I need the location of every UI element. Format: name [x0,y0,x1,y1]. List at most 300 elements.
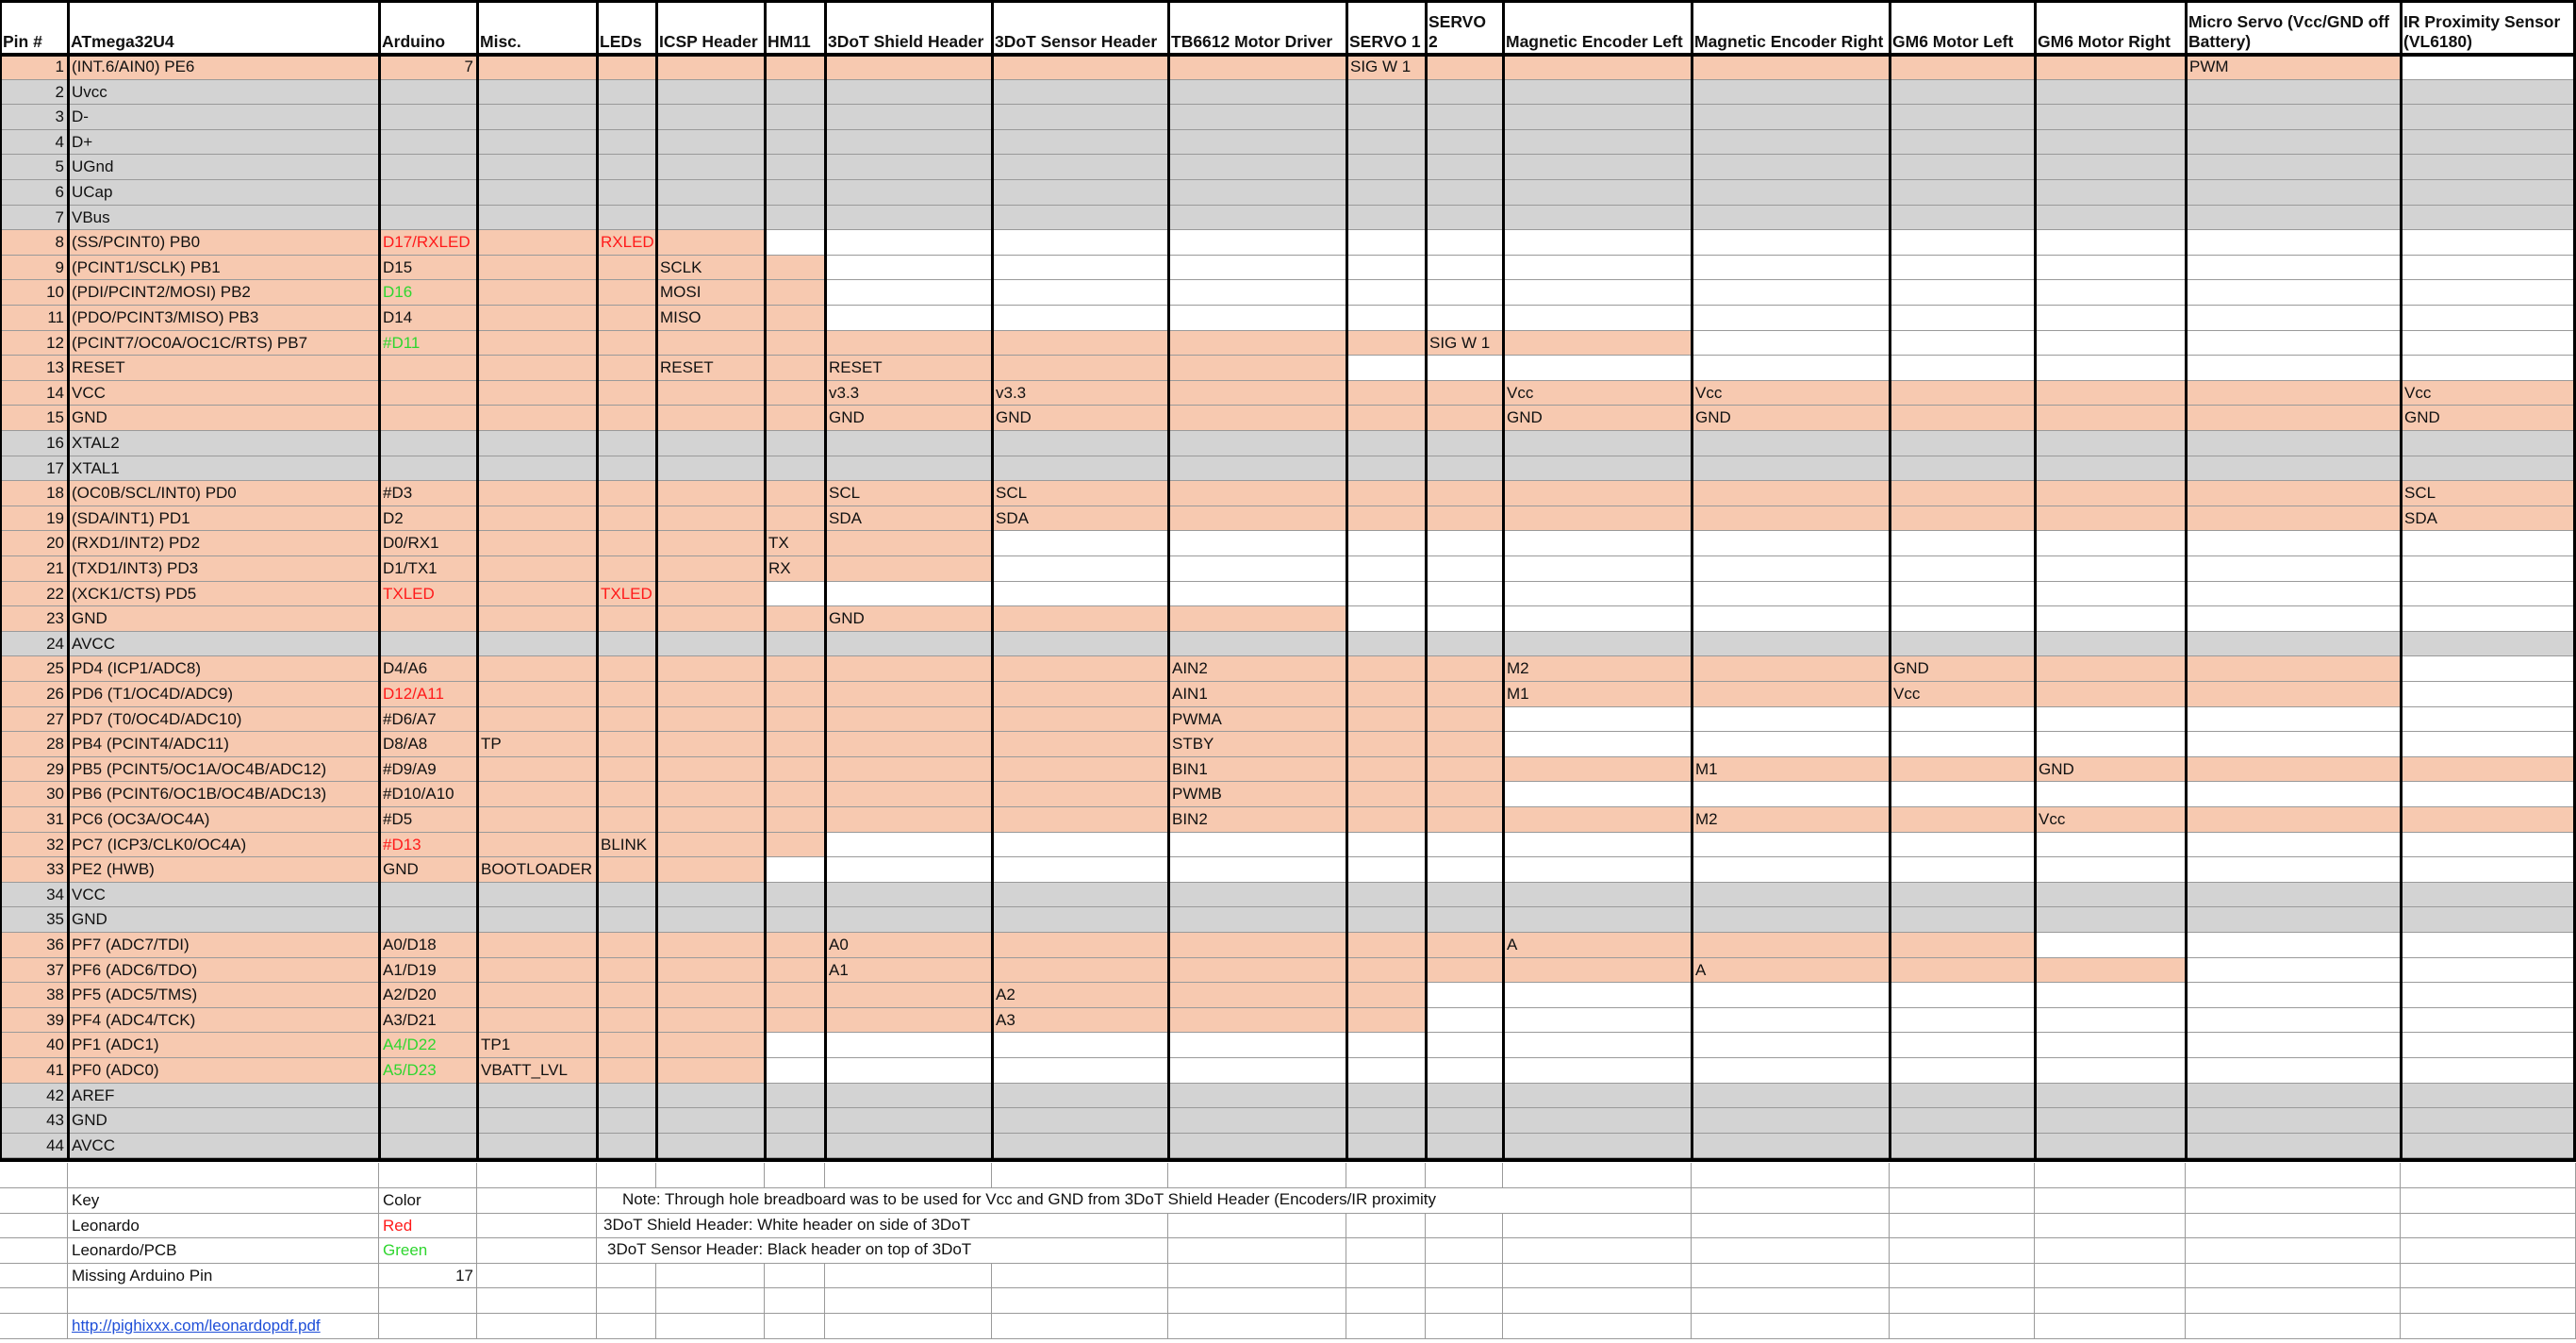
table-cell[interactable] [2186,155,2401,180]
table-cell[interactable]: D8/A8 [379,732,477,757]
pin-number-cell[interactable]: 31 [0,807,68,833]
table-cell[interactable] [1426,80,1503,106]
table-cell[interactable]: D2 [379,506,477,532]
table-cell[interactable] [825,582,992,607]
table-cell[interactable] [1890,707,2035,733]
table-cell[interactable] [1346,155,1426,180]
table-cell[interactable] [2035,306,2186,331]
table-cell[interactable] [1426,907,1503,933]
table-cell[interactable] [1503,732,1692,757]
table-cell[interactable] [597,757,656,783]
table-cell[interactable]: #D10/A10 [379,782,477,807]
table-cell[interactable] [1503,230,1692,256]
table-cell[interactable] [1503,506,1692,532]
table-cell[interactable] [2186,456,2401,482]
table-cell[interactable] [656,155,765,180]
table-cell[interactable] [597,1008,656,1034]
footer-cell[interactable] [1503,1314,1692,1339]
table-cell[interactable] [1168,356,1346,381]
table-cell[interactable] [656,331,765,356]
table-cell[interactable] [656,933,765,958]
table-cell[interactable] [2186,883,2401,908]
table-cell[interactable] [1426,782,1503,807]
table-cell[interactable] [992,531,1168,556]
table-cell[interactable]: BIN1 [1168,757,1346,783]
legend-cell[interactable]: Leonardo/PCB [68,1238,379,1264]
table-cell[interactable] [2186,481,2401,506]
footer-cell[interactable] [992,1288,1168,1314]
table-cell[interactable] [1346,80,1426,106]
table-cell[interactable] [2186,807,2401,833]
footer-cell[interactable] [68,1163,379,1188]
table-cell[interactable] [1426,732,1503,757]
table-cell[interactable] [1890,807,2035,833]
table-cell[interactable] [1168,406,1346,431]
table-cell[interactable] [1346,907,1426,933]
footer-cell[interactable] [1426,1214,1503,1239]
table-cell[interactable] [597,481,656,506]
table-cell[interactable] [656,1033,765,1058]
table-cell[interactable]: GND [1692,406,1890,431]
table-cell[interactable]: D12/A11 [379,682,477,707]
table-cell[interactable] [825,707,992,733]
table-cell[interactable] [656,907,765,933]
table-cell[interactable] [656,782,765,807]
table-cell[interactable] [477,456,597,482]
table-cell[interactable] [2186,907,2401,933]
table-cell[interactable] [597,556,656,582]
table-cell[interactable] [2035,682,2186,707]
table-cell[interactable] [1426,983,1503,1008]
footer-cell[interactable] [1503,1288,1692,1314]
footer-cell[interactable] [2401,1188,2576,1214]
table-cell[interactable] [2401,983,2576,1008]
footer-cell[interactable] [477,1214,597,1239]
table-cell[interactable]: PWMB [1168,782,1346,807]
table-cell[interactable] [825,55,992,80]
table-cell[interactable] [1168,80,1346,106]
table-cell[interactable] [1503,1134,1692,1159]
table-cell[interactable] [2035,331,2186,356]
table-cell[interactable] [1426,481,1503,506]
table-cell[interactable] [477,155,597,180]
column-header[interactable]: Pin # [0,0,68,55]
table-cell[interactable]: D16 [379,280,477,306]
table-cell[interactable] [1426,55,1503,80]
footer-cell[interactable] [477,1288,597,1314]
pin-number-cell[interactable]: 24 [0,632,68,657]
table-cell[interactable] [992,155,1168,180]
table-cell[interactable] [765,456,825,482]
pin-name-cell[interactable]: XTAL1 [68,456,379,482]
footer-cell[interactable] [2035,1314,2186,1339]
table-cell[interactable] [2401,531,2576,556]
table-cell[interactable] [2035,80,2186,106]
table-cell[interactable] [1346,933,1426,958]
table-cell[interactable] [477,632,597,657]
table-cell[interactable] [992,1108,1168,1134]
table-cell[interactable] [825,682,992,707]
table-cell[interactable] [379,406,477,431]
table-cell[interactable] [656,606,765,632]
pin-name-cell[interactable]: PB4 (PCINT4/ADC11) [68,732,379,757]
table-cell[interactable] [1890,582,2035,607]
table-cell[interactable] [765,280,825,306]
table-cell[interactable] [765,582,825,607]
table-cell[interactable] [597,606,656,632]
table-cell[interactable] [379,206,477,231]
footer-cell[interactable] [379,1163,477,1188]
table-cell[interactable] [992,1058,1168,1084]
table-cell[interactable] [1503,958,1692,984]
table-cell[interactable] [1890,280,2035,306]
table-cell[interactable] [2035,256,2186,281]
table-cell[interactable] [2401,907,2576,933]
table-cell[interactable] [1890,782,2035,807]
table-cell[interactable] [597,55,656,80]
table-cell[interactable] [2035,983,2186,1008]
table-cell[interactable] [2035,606,2186,632]
table-cell[interactable] [656,531,765,556]
table-cell[interactable]: GND [2035,757,2186,783]
pin-number-cell[interactable]: 25 [0,656,68,682]
table-cell[interactable] [1692,1033,1890,1058]
table-cell[interactable] [2035,1033,2186,1058]
footer-cell[interactable] [1168,1238,1346,1264]
table-cell[interactable] [656,632,765,657]
table-cell[interactable] [1692,230,1890,256]
footer-cell[interactable] [1692,1314,1890,1339]
table-cell[interactable] [765,606,825,632]
footer-cell[interactable] [1346,1264,1426,1289]
table-cell[interactable] [2186,782,2401,807]
table-cell[interactable] [656,431,765,456]
table-cell[interactable] [992,105,1168,130]
footer-cell[interactable] [1346,1214,1426,1239]
footer-cell[interactable] [1426,1288,1503,1314]
pin-name-cell[interactable]: RESET [68,356,379,381]
table-cell[interactable] [825,1033,992,1058]
table-cell[interactable] [477,682,597,707]
table-cell[interactable]: SIG W 1 [1426,331,1503,356]
pin-number-cell[interactable]: 29 [0,757,68,783]
pin-name-cell[interactable]: VCC [68,381,379,406]
table-cell[interactable] [1346,632,1426,657]
table-cell[interactable] [2401,356,2576,381]
table-cell[interactable]: A2/D20 [379,983,477,1008]
table-cell[interactable]: MOSI [656,280,765,306]
column-header[interactable]: ICSP Header [656,0,765,55]
footer-cell[interactable] [2186,1188,2401,1214]
pin-name-cell[interactable]: PC6 (OC3A/OC4A) [68,807,379,833]
table-cell[interactable] [1426,206,1503,231]
table-cell[interactable] [1426,632,1503,657]
table-cell[interactable]: A3/D21 [379,1008,477,1034]
table-cell[interactable] [597,381,656,406]
table-cell[interactable]: STBY [1168,732,1346,757]
table-cell[interactable] [1168,456,1346,482]
table-cell[interactable] [1692,130,1890,156]
table-cell[interactable] [379,356,477,381]
table-cell[interactable] [1426,933,1503,958]
table-cell[interactable] [992,807,1168,833]
footer-cell[interactable] [1692,1214,1890,1239]
table-cell[interactable] [1503,531,1692,556]
table-cell[interactable] [1692,1058,1890,1084]
table-cell[interactable] [1503,130,1692,156]
table-cell[interactable] [765,682,825,707]
pin-number-cell[interactable]: 33 [0,857,68,883]
table-cell[interactable] [477,280,597,306]
table-cell[interactable] [1503,632,1692,657]
table-cell[interactable] [477,331,597,356]
table-cell[interactable] [2186,406,2401,431]
footer-cell[interactable] [992,1264,1168,1289]
table-cell[interactable] [1890,531,2035,556]
footer-cell[interactable] [0,1288,68,1314]
table-cell[interactable] [1692,55,1890,80]
table-cell[interactable]: A0 [825,933,992,958]
table-cell[interactable] [825,556,992,582]
table-cell[interactable] [765,632,825,657]
pin-name-cell[interactable]: PD7 (T0/OC4D/ADC10) [68,707,379,733]
table-cell[interactable] [1426,1033,1503,1058]
table-cell[interactable] [1692,983,1890,1008]
pin-name-cell[interactable]: PF0 (ADC0) [68,1058,379,1084]
column-header[interactable]: HM11 [765,0,825,55]
table-cell[interactable] [656,1084,765,1109]
table-cell[interactable] [1692,1108,1890,1134]
table-cell[interactable] [992,782,1168,807]
table-cell[interactable] [477,506,597,532]
pin-name-cell[interactable]: PF5 (ADC5/TMS) [68,983,379,1008]
table-cell[interactable] [477,1084,597,1109]
table-cell[interactable] [2035,1058,2186,1084]
table-cell[interactable]: #D6/A7 [379,707,477,733]
pin-number-cell[interactable]: 41 [0,1058,68,1084]
table-cell[interactable] [2035,556,2186,582]
footer-cell[interactable] [2186,1314,2401,1339]
table-cell[interactable] [825,1108,992,1134]
table-cell[interactable] [765,983,825,1008]
table-cell[interactable] [2401,280,2576,306]
table-cell[interactable] [765,406,825,431]
table-cell[interactable] [992,656,1168,682]
table-cell[interactable] [2186,130,2401,156]
table-cell[interactable] [1426,256,1503,281]
pin-name-cell[interactable]: AVCC [68,1134,379,1159]
table-cell[interactable] [2401,782,2576,807]
table-cell[interactable] [1890,406,2035,431]
table-cell[interactable] [2186,1008,2401,1034]
table-cell[interactable] [379,1084,477,1109]
table-cell[interactable] [1692,857,1890,883]
table-cell[interactable]: GND [992,406,1168,431]
table-cell[interactable] [2186,356,2401,381]
footer-cell[interactable] [1168,1214,1346,1239]
column-header[interactable]: Misc. [477,0,597,55]
pin-number-cell[interactable]: 9 [0,256,68,281]
footer-cell[interactable] [2401,1314,2576,1339]
table-cell[interactable] [1346,230,1426,256]
table-cell[interactable] [1692,456,1890,482]
table-cell[interactable] [1503,1084,1692,1109]
table-cell[interactable] [656,1008,765,1034]
pin-name-cell[interactable]: VBus [68,206,379,231]
table-cell[interactable] [1692,256,1890,281]
pin-number-cell[interactable]: 39 [0,1008,68,1034]
table-cell[interactable] [1890,80,2035,106]
table-cell[interactable] [1426,833,1503,858]
pinout-link[interactable]: http://pighixxx.com/leonardopdf.pdf [68,1314,388,1339]
table-cell[interactable] [656,381,765,406]
pin-name-cell[interactable]: (XCK1/CTS) PD5 [68,582,379,607]
table-cell[interactable] [2186,757,2401,783]
footer-cell[interactable] [1692,1288,1890,1314]
table-cell[interactable] [1168,1058,1346,1084]
table-cell[interactable] [2401,757,2576,783]
table-cell[interactable] [2035,356,2186,381]
table-cell[interactable] [825,732,992,757]
table-cell[interactable] [1346,833,1426,858]
table-cell[interactable] [1426,230,1503,256]
footer-cell[interactable] [1890,1188,2035,1214]
footer-cell[interactable] [379,1288,477,1314]
pin-number-cell[interactable]: 37 [0,958,68,984]
table-cell[interactable] [825,306,992,331]
footer-cell[interactable] [825,1314,992,1339]
table-cell[interactable] [477,1008,597,1034]
footer-cell[interactable] [1346,1238,1426,1264]
table-cell[interactable] [1503,356,1692,381]
footer-cell[interactable] [2186,1288,2401,1314]
table-cell[interactable] [1346,506,1426,532]
table-cell[interactable] [1503,331,1692,356]
footer-cell[interactable] [1168,1288,1346,1314]
table-cell[interactable] [2035,582,2186,607]
table-cell[interactable] [1346,130,1426,156]
table-cell[interactable] [1503,907,1692,933]
table-cell[interactable] [1503,556,1692,582]
footer-cell[interactable] [1890,1314,2035,1339]
table-cell[interactable] [1168,606,1346,632]
table-cell[interactable] [1346,857,1426,883]
table-cell[interactable] [825,857,992,883]
table-cell[interactable] [477,55,597,80]
footer-cell[interactable] [656,1264,765,1289]
table-cell[interactable] [765,1084,825,1109]
table-cell[interactable] [1426,431,1503,456]
table-cell[interactable] [656,857,765,883]
table-cell[interactable] [2401,1033,2576,1058]
table-cell[interactable] [1426,883,1503,908]
table-cell[interactable] [992,356,1168,381]
table-cell[interactable] [1890,356,2035,381]
table-cell[interactable] [1890,1033,2035,1058]
table-cell[interactable] [1168,1108,1346,1134]
pin-number-cell[interactable]: 17 [0,456,68,482]
table-cell[interactable] [477,406,597,431]
table-cell[interactable] [2186,732,2401,757]
table-cell[interactable] [992,55,1168,80]
footer-cell[interactable] [68,1288,379,1314]
table-cell[interactable] [992,757,1168,783]
pin-number-cell[interactable]: 1 [0,55,68,80]
footer-cell[interactable] [765,1314,825,1339]
pin-name-cell[interactable]: GND [68,606,379,632]
footer-cell[interactable] [2186,1238,2401,1264]
table-cell[interactable] [379,431,477,456]
pin-name-cell[interactable]: PE2 (HWB) [68,857,379,883]
table-cell[interactable] [992,256,1168,281]
table-cell[interactable] [2035,933,2186,958]
table-cell[interactable] [597,1108,656,1134]
table-cell[interactable] [825,782,992,807]
table-cell[interactable] [2401,230,2576,256]
table-cell[interactable] [1346,180,1426,206]
table-cell[interactable] [2186,431,2401,456]
table-cell[interactable] [2401,632,2576,657]
table-cell[interactable] [825,180,992,206]
table-cell[interactable]: M1 [1503,682,1692,707]
table-cell[interactable] [1692,732,1890,757]
table-cell[interactable] [2401,55,2576,80]
table-cell[interactable] [2401,606,2576,632]
footer-cell[interactable] [1346,1288,1426,1314]
table-cell[interactable] [1168,531,1346,556]
table-cell[interactable] [825,331,992,356]
table-cell[interactable] [597,1134,656,1159]
table-cell[interactable] [825,1084,992,1109]
table-cell[interactable] [825,983,992,1008]
table-cell[interactable] [2186,556,2401,582]
table-cell[interactable] [765,707,825,733]
table-cell[interactable] [825,757,992,783]
footer-cell[interactable] [992,1314,1168,1339]
table-cell[interactable] [1346,306,1426,331]
table-cell[interactable] [1890,1058,2035,1084]
table-cell[interactable] [379,456,477,482]
table-cell[interactable] [1692,331,1890,356]
pin-name-cell[interactable]: UCap [68,180,379,206]
table-cell[interactable] [1503,481,1692,506]
table-cell[interactable] [2401,883,2576,908]
footer-cell[interactable] [656,1163,765,1188]
table-cell[interactable] [1692,606,1890,632]
table-cell[interactable] [1890,1008,2035,1034]
table-cell[interactable] [1503,1033,1692,1058]
table-cell[interactable] [656,833,765,858]
table-cell[interactable] [477,105,597,130]
table-cell[interactable] [597,732,656,757]
pin-name-cell[interactable]: GND [68,1108,379,1134]
table-cell[interactable] [1503,983,1692,1008]
table-cell[interactable] [1426,857,1503,883]
table-cell[interactable] [656,582,765,607]
legend-cell[interactable]: Key [68,1188,379,1214]
table-cell[interactable] [597,1033,656,1058]
table-cell[interactable] [1426,1108,1503,1134]
table-cell[interactable]: SCL [2401,481,2576,506]
table-cell[interactable] [1426,456,1503,482]
table-cell[interactable] [992,331,1168,356]
table-cell[interactable] [765,1008,825,1034]
footer-cell[interactable] [1503,1214,1692,1239]
table-cell[interactable] [1346,682,1426,707]
table-cell[interactable]: #D9/A9 [379,757,477,783]
table-cell[interactable] [1503,782,1692,807]
table-cell[interactable]: #D5 [379,807,477,833]
